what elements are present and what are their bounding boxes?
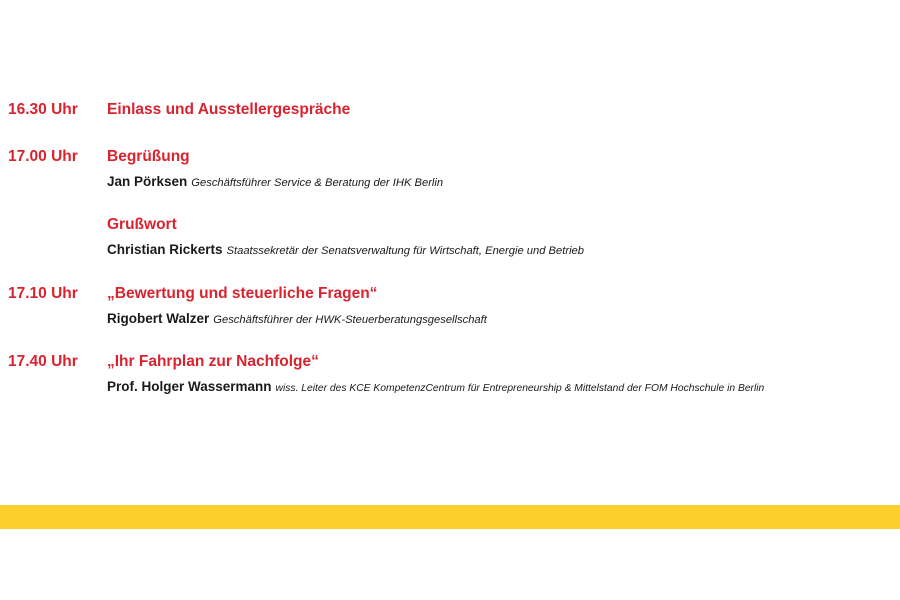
agenda-time: 17.10 Uhr — [8, 285, 78, 302]
speaker-line — [107, 378, 764, 396]
agenda-title: „Bewertung und steuerliche Fragen“ — [107, 285, 378, 302]
speaker-role: Staatssekretär der Senatsverwaltung für Wirtschaft, Energie und Betrieb — [226, 245, 585, 257]
speaker-role: Geschäftsführer Service & Beratung der IHK Berlin — [191, 177, 444, 189]
speaker-name: Christian Rickerts — [107, 242, 223, 257]
speaker-role: Geschäftsführer der HWK-Steuerberatungsgesellschaft — [213, 314, 487, 326]
agenda-time: 17.40 Uhr — [8, 353, 78, 370]
speaker-line — [107, 241, 584, 259]
speaker-name: Rigobert Walzer — [107, 311, 210, 326]
speaker-role: wiss. Leiter des KCE KompetenzCentrum für Entrepreneurship & Mittelstand der FOM Hochschule in Berlin — [275, 383, 765, 394]
agenda-time: 16.30 Uhr — [8, 101, 78, 118]
speaker-line — [107, 310, 487, 328]
agenda-title: Grußwort — [107, 216, 177, 233]
agenda-title: Begrüßung — [107, 148, 190, 165]
agenda-title: „Ihr Fahrplan zur Nachfolge“ — [107, 353, 319, 370]
speaker-name: Prof. Holger Wassermann — [107, 379, 272, 394]
yellow-footer-band — [0, 505, 900, 529]
agenda-title: Einlass und Ausstellergespräche — [107, 101, 351, 118]
speaker-line — [107, 173, 443, 191]
speaker-name: Jan Pörksen — [107, 174, 188, 189]
agenda-time: 17.00 Uhr — [8, 148, 78, 165]
